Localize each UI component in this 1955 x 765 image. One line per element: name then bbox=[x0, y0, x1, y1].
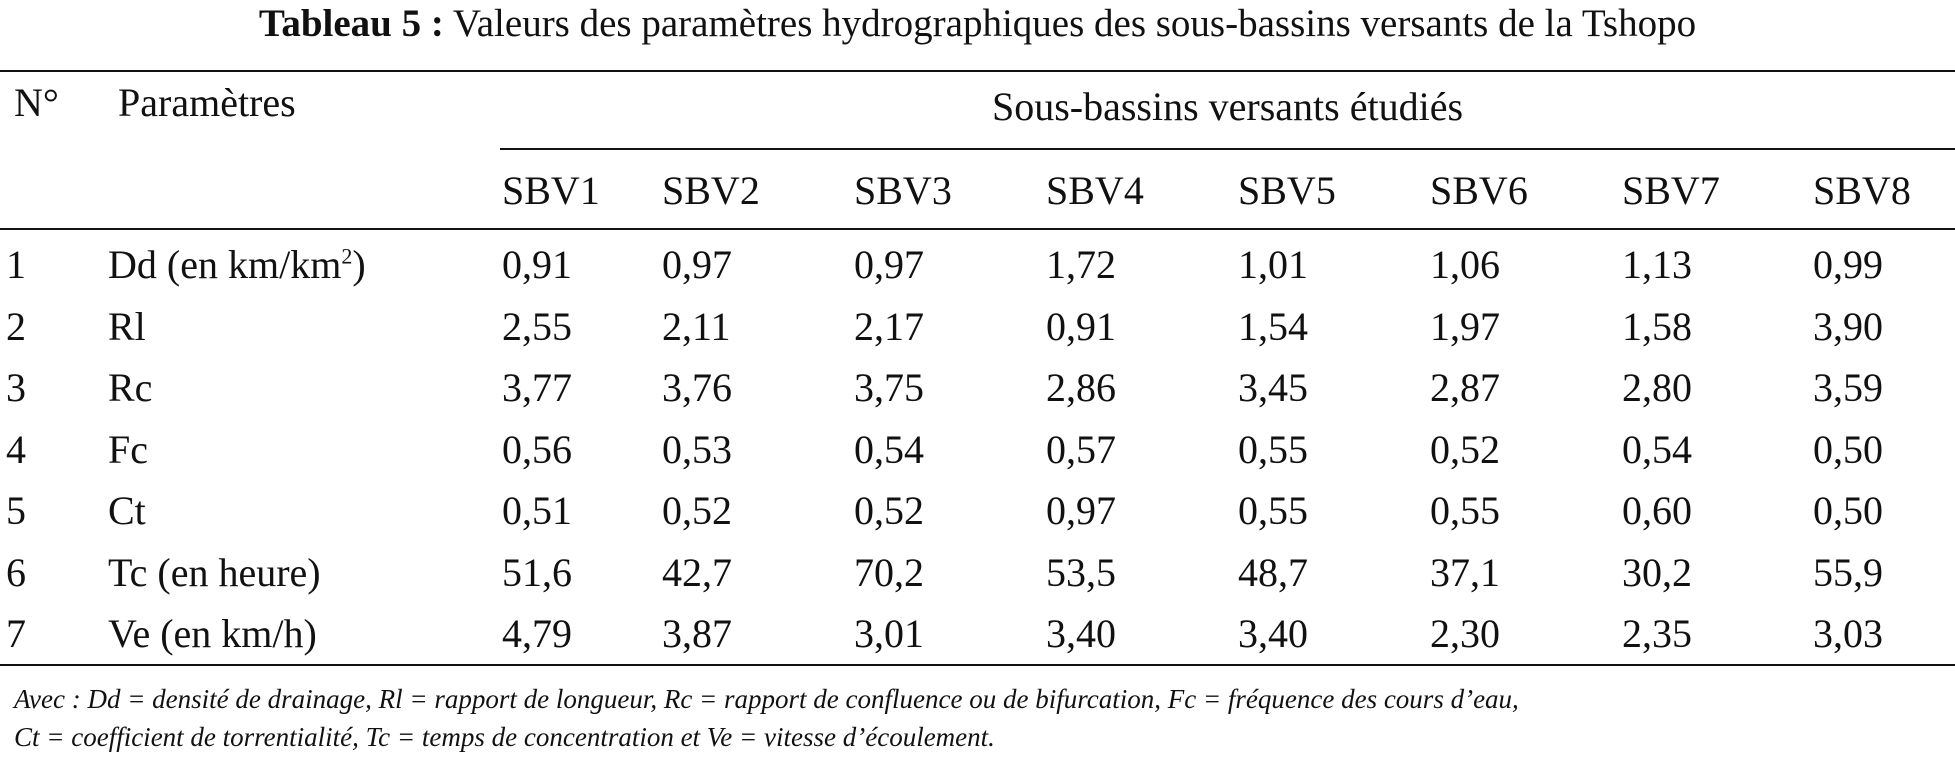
row-5-sbv2-value: 0,52 bbox=[662, 488, 732, 533]
row-2-sbv4-value: 0,91 bbox=[1046, 304, 1116, 349]
row-4-sbv2-value: 0,53 bbox=[662, 427, 732, 472]
header-no: N° bbox=[14, 80, 59, 125]
parameter-name: Rl bbox=[108, 304, 146, 349]
row-1-sbv5-value: 1,01 bbox=[1238, 242, 1308, 287]
row-2-parameter bbox=[108, 304, 146, 350]
row-7-sbv1-value: 4,79 bbox=[502, 611, 572, 656]
header-sbv1: SBV1 bbox=[502, 168, 600, 213]
row-1-sbv8-value: 0,99 bbox=[1813, 242, 1883, 287]
parameter-name: Fc bbox=[108, 427, 148, 472]
row-1-number: 1 bbox=[6, 242, 26, 287]
footnote-line-1: Avec : Dd = densité de drainage, Rl = rapport de longueur, Rc = rapport de confluence ou de bifurcation, Fc = fréquence des cours d’eau, bbox=[14, 684, 1519, 714]
header-sbv5: SBV5 bbox=[1238, 168, 1336, 213]
row-6-sbv4-value: 53,5 bbox=[1046, 550, 1116, 595]
top-rule bbox=[0, 70, 1955, 72]
row-1-sbv4-value: 1,72 bbox=[1046, 242, 1116, 287]
row-7-sbv3-value: 3,01 bbox=[854, 611, 924, 656]
row-5-sbv8-value: 0,50 bbox=[1813, 488, 1883, 533]
group-rule bbox=[500, 148, 1955, 150]
row-7-parameter bbox=[108, 611, 317, 657]
header-sbv6: SBV6 bbox=[1430, 168, 1528, 213]
row-7-sbv2-value: 3,87 bbox=[662, 611, 732, 656]
row-2-sbv7-value: 1,58 bbox=[1622, 304, 1692, 349]
header-group-title: Sous-bassins versants étudiés bbox=[991, 84, 1464, 129]
row-7-sbv8-value: 3,03 bbox=[1813, 611, 1883, 656]
row-4-sbv5-value: 0,55 bbox=[1238, 427, 1308, 472]
row-3-sbv7-value: 2,80 bbox=[1622, 365, 1692, 410]
row-1-sbv3-value: 0,97 bbox=[854, 242, 924, 287]
row-2-sbv1-value: 2,55 bbox=[502, 304, 572, 349]
header-sbv3: SBV3 bbox=[854, 168, 952, 213]
row-6-parameter bbox=[108, 550, 321, 596]
footnote-line-2: Ct = coefficient de torrentialité, Tc = temps de concentration et Ve = vitesse d’écoulement. bbox=[14, 722, 995, 752]
row-3-parameter bbox=[108, 365, 152, 411]
parameter-superscript: 2 bbox=[341, 243, 353, 269]
row-3-sbv2-value: 3,76 bbox=[662, 365, 732, 410]
row-2-sbv8-value: 3,90 bbox=[1813, 304, 1883, 349]
row-4-sbv4-value: 0,57 bbox=[1046, 427, 1116, 472]
row-6-sbv3-value: 70,2 bbox=[854, 550, 924, 595]
row-5-sbv7-value: 0,60 bbox=[1622, 488, 1692, 533]
row-3-sbv8-value: 3,59 bbox=[1813, 365, 1883, 410]
row-5-sbv1-value: 0,51 bbox=[502, 488, 572, 533]
row-6-number: 6 bbox=[6, 550, 26, 595]
header-parameters: Paramètres bbox=[118, 80, 296, 125]
row-2-sbv6-value: 1,97 bbox=[1430, 304, 1500, 349]
caption-label: Tableau 5 : bbox=[258, 2, 444, 45]
row-4-sbv7-value: 0,54 bbox=[1622, 427, 1692, 472]
row-3-sbv6-value: 2,87 bbox=[1430, 365, 1500, 410]
row-3-number: 3 bbox=[6, 365, 26, 410]
row-6-sbv6-value: 37,1 bbox=[1430, 550, 1500, 595]
row-7-number: 7 bbox=[6, 611, 26, 656]
header-sbv4: SBV4 bbox=[1046, 168, 1144, 213]
row-1-sbv1-value: 0,91 bbox=[502, 242, 572, 287]
row-1-parameter bbox=[108, 242, 366, 288]
row-1-sbv6-value: 1,06 bbox=[1430, 242, 1500, 287]
header-sbv7: SBV7 bbox=[1622, 168, 1720, 213]
row-4-sbv1-value: 0,56 bbox=[502, 427, 572, 472]
row-3-sbv1-value: 3,77 bbox=[502, 365, 572, 410]
row-1-sbv7-value: 1,13 bbox=[1622, 242, 1692, 287]
row-2-sbv3-value: 2,17 bbox=[854, 304, 924, 349]
row-4-sbv8-value: 0,50 bbox=[1813, 427, 1883, 472]
row-6-sbv1-value: 51,6 bbox=[502, 550, 572, 595]
row-6-sbv2-value: 42,7 bbox=[662, 550, 732, 595]
row-5-sbv4-value: 0,97 bbox=[1046, 488, 1116, 533]
parameter-name: Ve (en km/h) bbox=[108, 611, 317, 656]
row-2-number: 2 bbox=[6, 304, 26, 349]
row-7-sbv6-value: 2,30 bbox=[1430, 611, 1500, 656]
row-7-sbv7-value: 2,35 bbox=[1622, 611, 1692, 656]
parameter-name: Dd (en km/km bbox=[108, 242, 342, 287]
header-sbv2: SBV2 bbox=[662, 168, 760, 213]
parameter-tail: ) bbox=[352, 242, 366, 287]
row-2-sbv2-value: 2,11 bbox=[662, 304, 731, 349]
row-7-sbv4-value: 3,40 bbox=[1046, 611, 1116, 656]
header-sbv8: SBV8 bbox=[1813, 168, 1911, 213]
row-1-sbv2-value: 0,97 bbox=[662, 242, 732, 287]
row-5-sbv5-value: 0,55 bbox=[1238, 488, 1308, 533]
row-5-number: 5 bbox=[6, 488, 26, 533]
parameter-name: Tc (en heure) bbox=[108, 550, 321, 595]
parameter-name: Ct bbox=[108, 488, 146, 533]
header-rule bbox=[0, 228, 1955, 230]
bottom-rule bbox=[0, 664, 1955, 666]
table-caption bbox=[0, 2, 1955, 46]
row-4-sbv6-value: 0,52 bbox=[1430, 427, 1500, 472]
row-7-sbv5-value: 3,40 bbox=[1238, 611, 1308, 656]
row-6-sbv7-value: 30,2 bbox=[1622, 550, 1692, 595]
row-5-sbv6-value: 0,55 bbox=[1430, 488, 1500, 533]
row-4-sbv3-value: 0,54 bbox=[854, 427, 924, 472]
row-6-sbv5-value: 48,7 bbox=[1238, 550, 1308, 595]
row-4-number: 4 bbox=[6, 427, 26, 472]
row-3-sbv5-value: 3,45 bbox=[1238, 365, 1308, 410]
caption-text: Valeurs des paramètres hydrographiques des sous-bassins versants de la Tshopo bbox=[452, 2, 1697, 45]
row-3-sbv4-value: 2,86 bbox=[1046, 365, 1116, 410]
row-6-sbv8-value: 55,9 bbox=[1813, 550, 1883, 595]
row-4-parameter bbox=[108, 427, 148, 473]
row-2-sbv5-value: 1,54 bbox=[1238, 304, 1308, 349]
row-3-sbv3-value: 3,75 bbox=[854, 365, 924, 410]
parameter-name: Rc bbox=[108, 365, 153, 410]
row-5-sbv3-value: 0,52 bbox=[854, 488, 924, 533]
row-5-parameter bbox=[108, 488, 146, 534]
